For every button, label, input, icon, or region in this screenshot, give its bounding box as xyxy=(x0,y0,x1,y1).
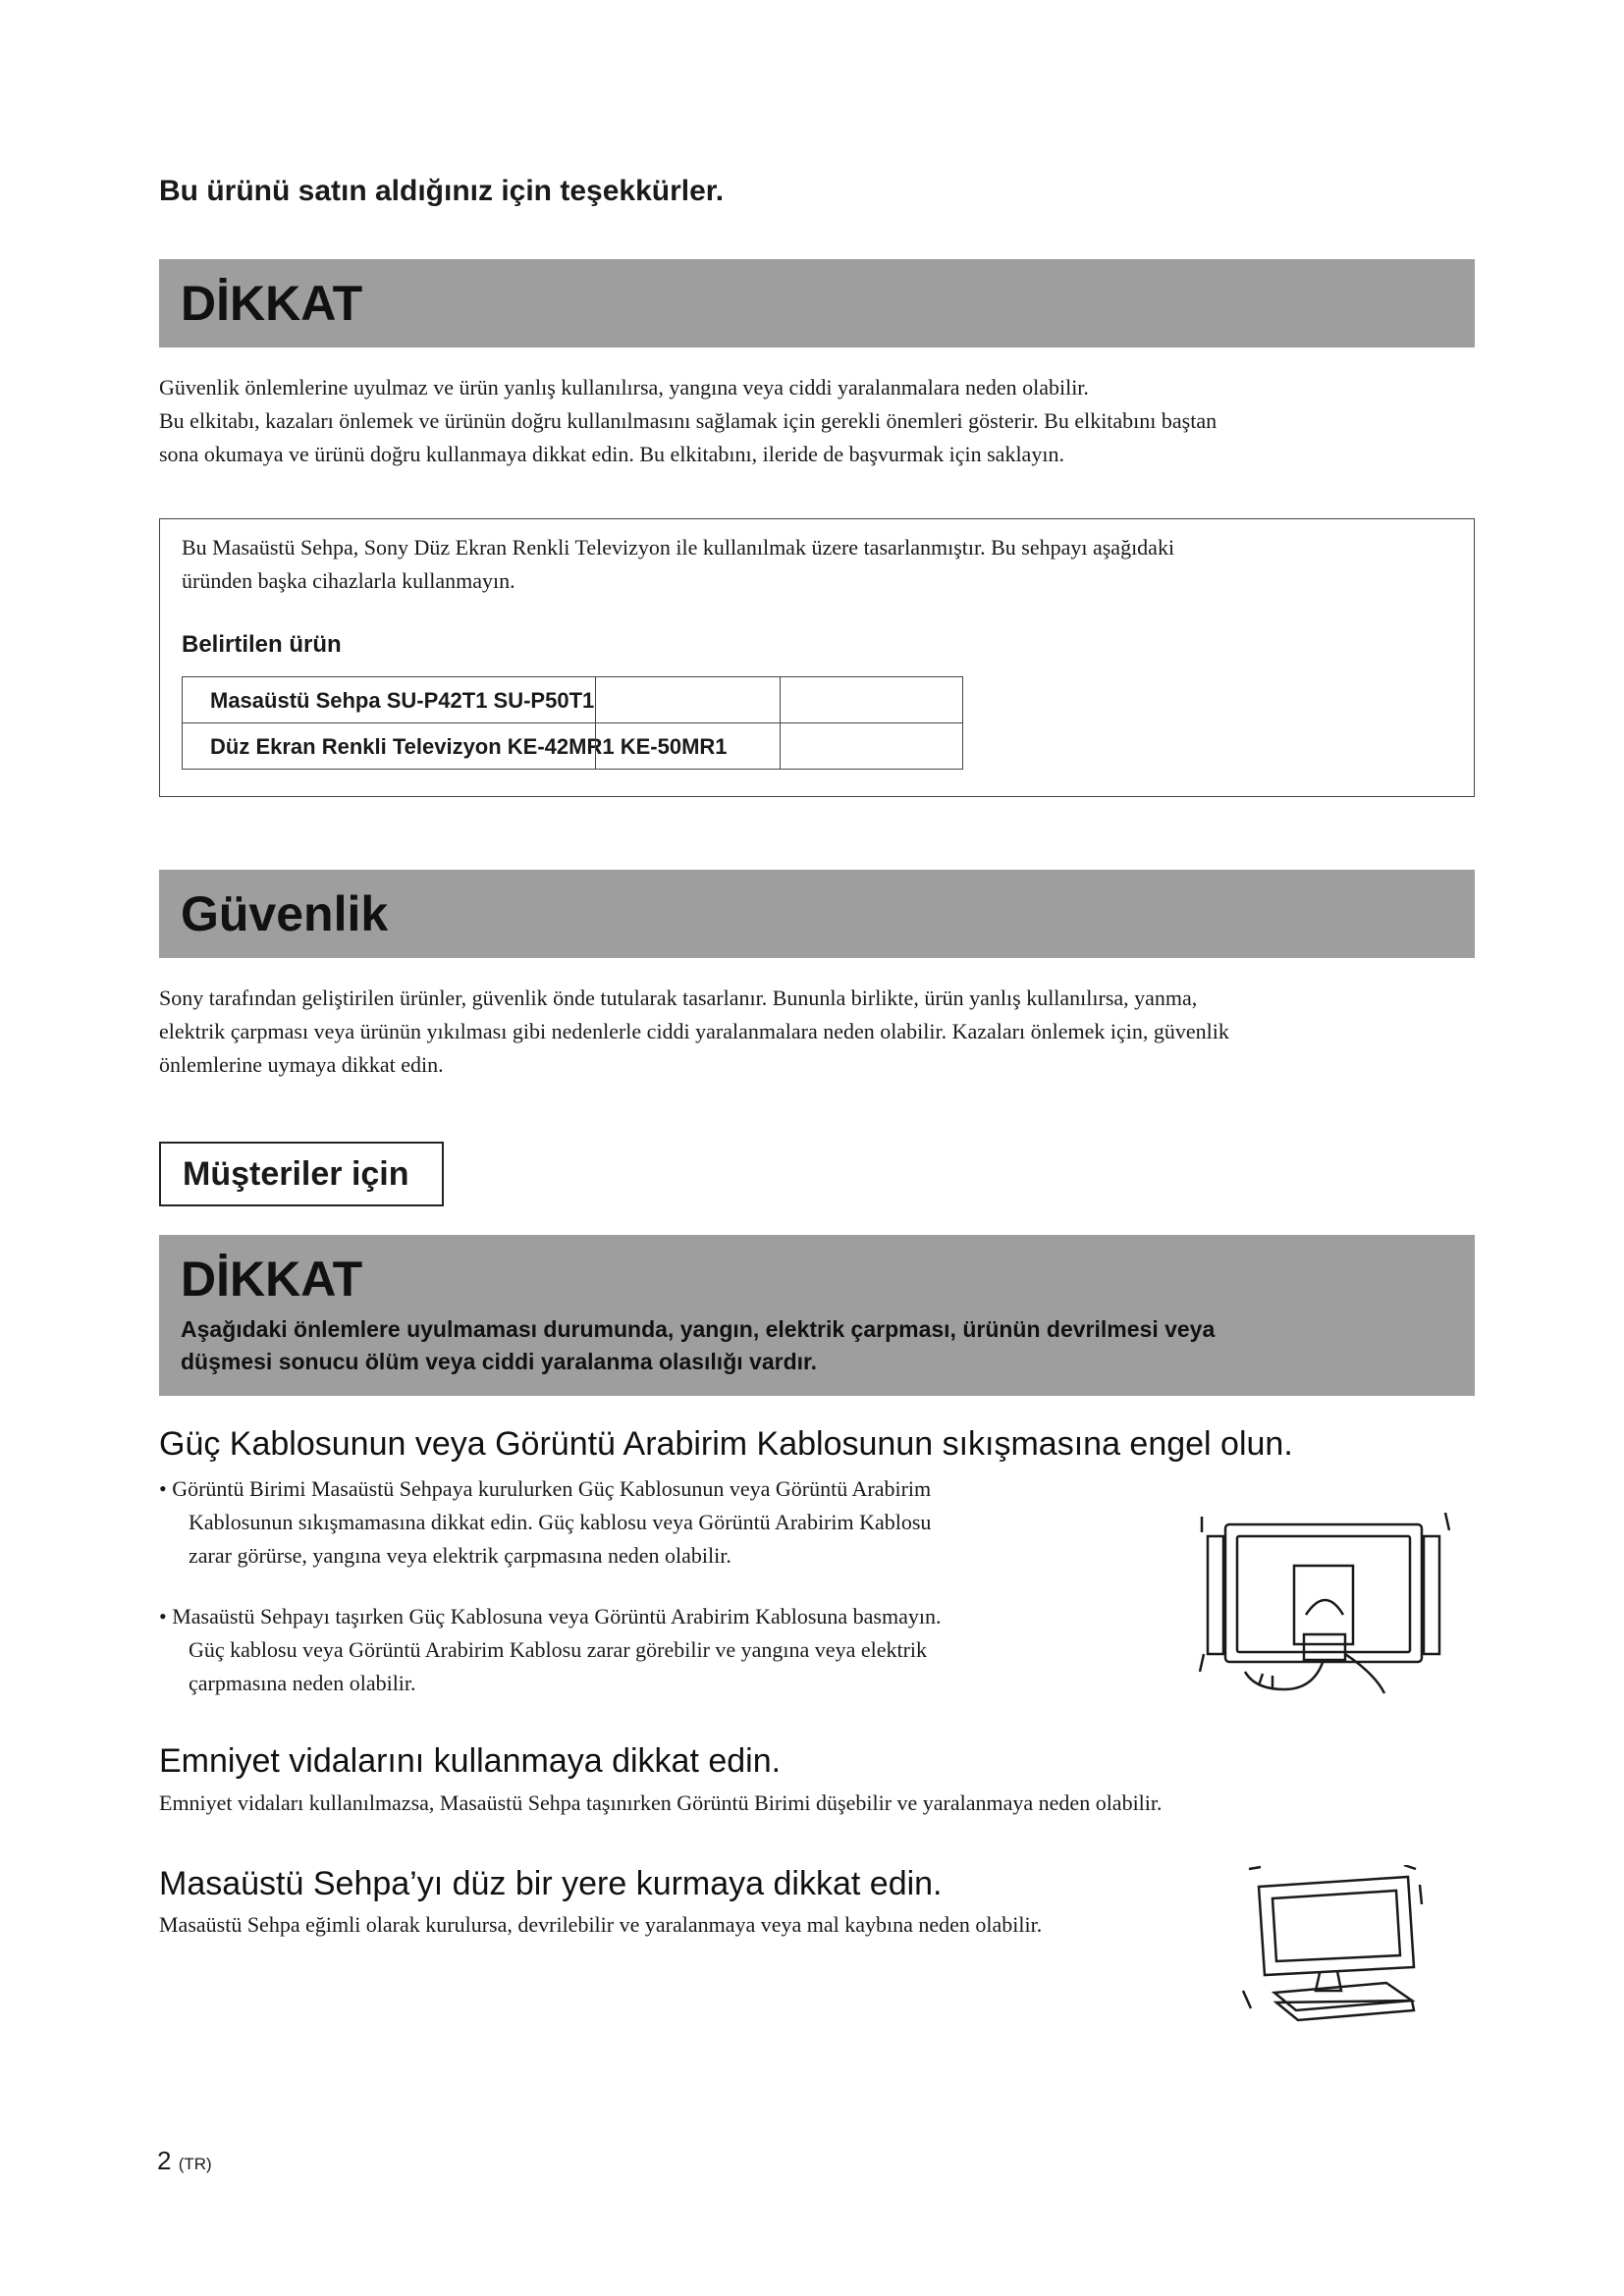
screws-section-text: Emniyet vidaları kullanılmazsa, Masaüstü Sehpa taşınırken Görüntü Birimi düşebilir ve yaralanmaya neden olabilir. xyxy=(159,1790,1163,1815)
tilted-tv-illustration xyxy=(1239,1865,1426,2022)
cable-bullet-2 xyxy=(159,1600,941,1700)
product-row-tv: Düz Ekran Renkli Televizyon KE-42MR1 KE-50MR1 xyxy=(210,734,728,759)
product-row-stand: Masaüstü Sehpa SU-P42T1 SU-P50T1 xyxy=(210,688,595,713)
screws-section-heading: Emniyet vidalarını kullanmaya dikkat edin. xyxy=(159,1742,782,1780)
caution-title-1: DİKKAT xyxy=(181,276,363,331)
customers-label-box xyxy=(159,1142,444,1206)
safety-text xyxy=(159,982,1475,1082)
caution-title-2: DİKKAT xyxy=(181,1252,363,1307)
bullet-line: zarar görürse, yangına veya elektrik çarpmasına neden olabilir. xyxy=(189,1543,731,1568)
cable-bullet-1 xyxy=(159,1472,931,1573)
language-code: (TR) xyxy=(178,2155,212,2173)
product-table xyxy=(182,676,963,770)
caution-warning-line: düşmesi sonucu ölüm veya ciddi yaralanma olasılığı vardır. xyxy=(181,1349,818,1374)
caution-banner-1 xyxy=(159,259,1475,347)
table-row xyxy=(183,723,963,770)
safety-line: Sony tarafından geliştirilen ürünler, güvenlik önde tutularak tasarlanır. Bununla birlikte, ürün yanlış kullanılırsa, yanma, xyxy=(159,986,1198,1010)
safety-banner xyxy=(159,870,1475,958)
cable-section-heading: Güç Kablosunun veya Görüntü Arabirim Kablosunun sıkışmasına engel olun. xyxy=(159,1425,1293,1463)
product-box-line: üründen başka cihazlarla kullanmayın. xyxy=(182,568,515,593)
product-box xyxy=(159,518,1475,797)
tv-back-cable-illustration xyxy=(1198,1507,1453,1703)
bullet-line: Güç kablosu veya Görüntü Arabirim Kablosu zarar görebilir ve yangına veya elektrik xyxy=(189,1637,928,1662)
caution-text-1 xyxy=(159,371,1475,471)
caution-warning-line: Aşağıdaki önlemlere uyulmaması durumunda, yangın, elektrik çarpması, ürünün devrilmesi veya xyxy=(181,1316,1216,1342)
specified-product-label: Belirtilen ürün xyxy=(182,631,342,658)
safety-line: elektrik çarpması veya ürünün yıkılması gibi nedenlerle ciddi yaralanmalara neden olabilir. Kazaları önlemek için, güvenlik xyxy=(159,1019,1229,1043)
bullet-line: • Görüntü Birimi Masaüstü Sehpaya kurulurken Güç Kablosunun veya Görüntü Arabirim xyxy=(159,1476,932,1501)
bullet-line: • Masaüstü Sehpayı taşırken Güç Kablosuna veya Görüntü Arabirim Kablosuna basmayın. xyxy=(159,1604,942,1629)
thanks-heading: Bu ürünü satın aldığınız için teşekkürler. xyxy=(159,175,725,207)
table-divider xyxy=(595,677,596,722)
safety-title: Güvenlik xyxy=(181,886,389,941)
flat-surface-heading: Masaüstü Sehpa’yı düz bir yere kurmaya dikkat edin. xyxy=(159,1865,943,1902)
table-divider xyxy=(780,723,781,769)
safety-line: önlemlerine uymaya dikkat edin. xyxy=(159,1052,444,1077)
flat-surface-text: Masaüstü Sehpa eğimli olarak kurulursa, devrilebilir ve yaralanmaya veya mal kaybına neden olabilir. xyxy=(159,1912,1043,1937)
product-box-line: Bu Masaüstü Sehpa, Sony Düz Ekran Renkli Televizyon ile kullanılmak üzere tasarlanmıştır. Bu sehpayı aşağıdaki xyxy=(182,535,1175,560)
table-divider xyxy=(780,677,781,722)
customers-label: Müşteriler için xyxy=(183,1155,409,1193)
table-row xyxy=(183,677,963,723)
caution-banner-2 xyxy=(159,1235,1475,1396)
caution-line: Bu elkitabı, kazaları önlemek ve ürünün doğru kullanılmasını sağlamak için gerekli önemleri gösterir. Bu elkitabını baştan xyxy=(159,408,1218,433)
page-number: 2 xyxy=(157,2146,172,2175)
page-footer xyxy=(157,2146,212,2176)
bullet-line: çarpmasına neden olabilir. xyxy=(189,1671,416,1695)
bullet-line: Kablosunun sıkışmamasına dikkat edin. Güç kablosu veya Görüntü Arabirim Kablosu xyxy=(189,1510,932,1534)
caution-line: Güvenlik önlemlerine uyulmaz ve ürün yanlış kullanılırsa, yangına veya ciddi yaralanmalara neden olabilir. xyxy=(159,375,1089,400)
table-divider xyxy=(595,723,596,769)
caution-warning-text xyxy=(181,1313,1215,1378)
caution-line: sona okumaya ve ürünü doğru kullanmaya dikkat edin. Bu elkitabını, ileride de başvurmak için saklayın. xyxy=(159,442,1064,466)
product-box-text xyxy=(182,531,1448,598)
